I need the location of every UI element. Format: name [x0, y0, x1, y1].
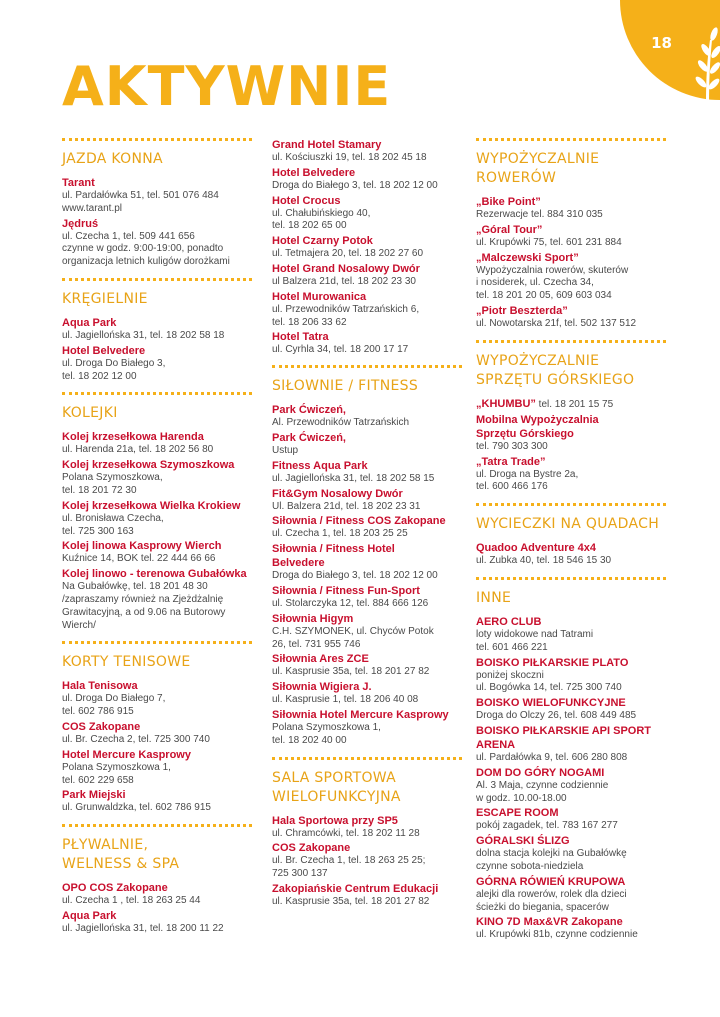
listing-name-text: Hotel Crocus	[272, 194, 341, 207]
listing-entry	[272, 542, 462, 583]
listing-entry	[272, 234, 462, 261]
listing-name-text: KINO 7D Max&VR Zakopane	[476, 916, 623, 929]
listing-details: ul. Grunwaldzka, tel. 602 786 915	[62, 802, 211, 814]
section-inne	[476, 577, 666, 942]
section-title: JAZDA KONNA	[62, 151, 163, 167]
listing-details: ul. Droga Do Białego 7, tel. 602 786 915	[62, 693, 166, 718]
listing-name-text: Jędruś	[62, 217, 99, 230]
listing-details: ul. Czecha 1 , tel. 18 263 25 44	[62, 895, 201, 907]
listing-details: Rezerwacje tel. 884 310 035	[476, 209, 603, 220]
listing-details: dolna stacja kolejki na Gubałówkę czynne sobota-niedziela	[476, 848, 627, 872]
listing-name	[476, 223, 666, 237]
listing-entry	[62, 909, 252, 936]
listing-name-text: ESCAPE ROOM	[476, 807, 559, 820]
listing-entry	[272, 882, 462, 909]
listing-details: Kuźnice 14, BOK tel. 22 444 66 66	[62, 553, 216, 565]
section-silownie-fitness	[272, 365, 462, 747]
listing-name-text: Hotel Grand Nosalowy Dwór	[272, 262, 420, 275]
listing-name	[272, 612, 462, 626]
listing-details: Polana Szymoszkowa, tel. 18 201 72 30	[62, 472, 163, 496]
listing-name-text: „Bike Point”	[476, 196, 541, 208]
page-title: AKTYWNIE	[62, 55, 392, 118]
listing-name-text: Park Ćwiczeń,	[272, 431, 346, 444]
column-2	[272, 138, 462, 918]
listing-name-text: Mobilna Wypożyczalnia Sprzętu Górskiego	[476, 413, 599, 440]
listing-name-text: Siłownia Higym	[272, 612, 354, 625]
listing-entry	[476, 304, 666, 331]
listing-name-text: Siłownia / Fitness Hotel Belvedere	[272, 543, 395, 570]
listing-entry	[62, 458, 252, 498]
listing-details: Al. Przewodników Tatrzańskich	[272, 417, 410, 429]
listing-entry	[476, 834, 666, 874]
listing-name	[476, 806, 666, 820]
listing-entry	[272, 138, 462, 165]
listing-name	[272, 841, 462, 855]
listing-entry	[272, 459, 462, 486]
listing-name	[62, 539, 252, 553]
listing-entry	[272, 814, 462, 841]
listing-name-text: Kolej krzesełkowa Harenda	[62, 431, 204, 444]
listing-entry	[272, 652, 462, 679]
listing-name-text: Hala Tenisowa	[62, 680, 138, 693]
listing-entry	[62, 881, 252, 908]
listing-name-text: Kolej linowo - terenowa Gubałówka	[62, 568, 247, 581]
section-title: INNE	[476, 589, 512, 606]
page-number: 18	[651, 34, 672, 52]
listing-name	[272, 708, 462, 722]
listing-name	[62, 176, 252, 190]
listing-name	[272, 459, 462, 473]
listing-entry	[476, 195, 666, 222]
listing-name-text: Aqua Park	[62, 909, 117, 922]
listing-name	[476, 656, 666, 670]
listing-name	[272, 487, 462, 501]
listing-details: ul. Zubka 40, tel. 18 546 15 30	[476, 555, 612, 567]
listing-entry	[272, 487, 462, 514]
section-title: SIŁOWNIE / FITNESS	[272, 378, 419, 395]
listing-entry	[272, 584, 462, 611]
listing-name	[62, 458, 252, 472]
listing-name-text: OPO COS Zakopane	[62, 882, 168, 895]
section-wypozyczalnie	[476, 138, 666, 331]
listing-entry	[476, 696, 666, 723]
listing-details: pokój zagadek, tel. 783 167 277	[476, 820, 618, 832]
listing-details: ul. Czecha 1, tel. 18 203 25 25	[272, 528, 408, 540]
section-wycieczki-na-quadach	[476, 503, 666, 568]
listing-name-text: GÓRNA RÓWIEŃ KRUPOWA	[476, 875, 626, 888]
listing-name	[272, 652, 462, 666]
listing-name	[272, 882, 462, 896]
listing-name-text: Fitness Aqua Park	[272, 459, 368, 472]
listing-name-text: GÓRALSKI ŚLIZG	[476, 835, 570, 848]
listing-name-text: Kolej krzesełkowa Szymoszkowa	[62, 459, 235, 472]
listing-details: Droga do Białego 3, tel. 18 202 12 00	[272, 570, 438, 582]
listing-details: ul. Droga Do Białego 3, tel. 18 202 12 00	[62, 357, 166, 382]
listing-name-text: Aqua Park	[62, 316, 117, 329]
listing-name-text: „Tatra Trade”	[476, 455, 546, 468]
listing-name	[476, 615, 666, 629]
listing-details: ul. Krupówki 81b, czynne codziennie	[476, 929, 638, 941]
section-title: SALA SPORTOWA WIELOFUNKCYJNA	[272, 769, 401, 805]
listing-details: loty widokowe nad Tatrami tel. 601 466 221	[476, 628, 594, 653]
listing-entry	[62, 344, 252, 384]
listing-name-text: Hotel Mercure Kasprowy	[62, 748, 191, 761]
listing-details: Polana Szymoszkowa 1, tel. 602 229 658	[62, 761, 171, 786]
listing-name	[62, 881, 252, 895]
listing-name	[62, 217, 252, 231]
listing-details: ul. Pardałówka 51, tel. 501 076 484 www.tarant.pl	[62, 190, 219, 214]
listing-name-text: COS Zakopane	[272, 842, 351, 855]
listing-entry	[476, 251, 666, 303]
listing-name-text: Park Ćwiczeń,	[272, 404, 346, 417]
listing-entry	[476, 656, 666, 696]
listing-entry	[272, 431, 462, 458]
listing-name	[272, 194, 462, 208]
section-plywalnie	[62, 824, 252, 936]
listing-name-text: Siłownia Hotel Mercure Kasprowy	[272, 708, 449, 721]
listing-name-text: Hala Sportowa przy SP5	[272, 814, 398, 827]
listing-entry	[476, 724, 666, 765]
section-jazda-konna	[62, 138, 252, 269]
listing-name-text: „Malczewski Sport”	[476, 251, 579, 264]
listing-details: ul. Tetmajera 20, tel. 18 202 27 60	[272, 248, 424, 260]
section-kolejki	[62, 392, 252, 632]
listing-entry	[476, 541, 666, 568]
listing-details: ul. Jagiellońska 31, tel. 18 200 11 22	[62, 922, 224, 934]
listing-name-text: COS Zakopane	[62, 720, 141, 733]
listing-entry	[272, 612, 462, 652]
listing-name-text: Park Miejski	[62, 789, 126, 802]
listing-name	[476, 304, 666, 318]
listing-entry	[272, 262, 462, 289]
listing-details: poniżej skoczni ul. Bogówka 14, tel. 725 300 740	[476, 669, 622, 694]
listing-entry	[62, 567, 252, 632]
listing-entry	[62, 316, 252, 343]
listing-name	[272, 814, 462, 828]
listing-details: ul. Nowotarska 21f, tel. 502 137 512	[476, 317, 637, 329]
listing-name-text: BOISKO PIŁKARSKIE API SPORT ARENA	[476, 724, 652, 751]
listing-entry	[62, 176, 252, 216]
listing-name	[476, 724, 666, 752]
listing-name	[62, 788, 252, 802]
listing-name	[476, 915, 666, 929]
corner-decoration	[610, 0, 720, 110]
listing-details: ul Balzera 21d, tel. 18 202 23 30	[272, 275, 416, 287]
listing-entry	[62, 720, 252, 747]
listing-entry	[476, 766, 666, 806]
listing-name-text: Siłownia Wigiera J.	[272, 681, 372, 694]
listing-name-text: Fit&Gym Nosalowy Dwór	[272, 487, 403, 500]
listing-name-text: Hotel Belvedere	[272, 166, 356, 179]
listing-name	[272, 403, 462, 417]
listing-name	[476, 455, 666, 469]
listing-details: ul. Br. Czecha 1, tel. 18 263 25 25; 725 300 137	[272, 855, 426, 880]
listing-name-text: Hotel Murowanica	[272, 290, 367, 303]
listing-name-text: Hotel Tatra	[272, 331, 329, 344]
listing-name	[272, 431, 462, 445]
section-title: WYCIECZKI NA QUADACH	[476, 516, 660, 533]
section-sala-sportowa	[272, 757, 462, 909]
listing-name	[272, 166, 462, 180]
listing-name	[476, 413, 666, 441]
listing-details: Polana Szymoszkowa 1, tel. 18 202 40 00	[272, 721, 381, 746]
listing-name-text: „Góral Tour”	[476, 223, 543, 236]
listing-entry	[62, 217, 252, 269]
listing-entry	[62, 499, 252, 539]
listing-name-text: „KHUMBU”	[476, 397, 536, 410]
listing-name-text: BOISKO WIELOFUNKCYJNE	[476, 697, 626, 710]
listing-details: Wypożyczalnia rowerów, skuterów i nosiderek, ul. Czecha 34, tel. 18 201 20 05, 609 603 034	[476, 264, 629, 302]
listing-name-text: Siłownia / Fitness Fun-Sport	[272, 584, 420, 597]
listing-details: ul. Kasprusie 35a, tel. 18 201 27 82	[272, 666, 430, 678]
section-title: KOLEJKI	[62, 405, 118, 422]
listing-details: Al. 3 Maja, czynne codziennie w godz. 10.00-18.00	[476, 779, 609, 804]
listing-name	[476, 195, 666, 209]
listing-details: ul. Kościuszki 19, tel. 18 202 45 18	[272, 152, 427, 163]
section-title: KORTY TENISOWE	[62, 654, 191, 671]
listing-name	[272, 584, 462, 598]
listing-details: ul. Pardałówka 9, tel. 606 280 808	[476, 751, 628, 763]
listing-details: ul. Stolarczyka 12, tel. 884 666 126	[272, 597, 429, 609]
listing-name	[62, 909, 252, 923]
listing-entry	[62, 788, 252, 815]
hotel-list	[272, 138, 462, 357]
listing-details: Ul. Balzera 21d, tel. 18 202 23 31	[272, 500, 421, 512]
listing-details: Droga do Białego 3, tel. 18 202 12 00	[272, 179, 438, 191]
listing-details: ul. Jagiellońska 31, tel. 18 202 58 15	[272, 472, 435, 484]
listing-details: ul. Br. Czecha 2, tel. 725 300 740	[62, 733, 210, 745]
listing-name	[272, 290, 462, 304]
listing-details: C.H. SZYMONEK, ul. Chyców Potok 26, tel. 731 955 746	[272, 625, 434, 650]
listing-entry	[272, 194, 462, 234]
listing-entry	[62, 539, 252, 566]
listing-name	[476, 696, 666, 710]
section-korty-tenisowe	[62, 641, 252, 815]
listing-entry	[272, 680, 462, 707]
listing-details: Ustup	[272, 444, 299, 456]
listing-name	[272, 680, 462, 694]
listing-name-text: Tarant	[62, 177, 95, 189]
listing-name	[272, 262, 462, 276]
listing-details: ul. Chałubińskiego 40, tel. 18 202 65 00	[272, 207, 371, 232]
listing-name-text: Grand Hotel Stamary	[272, 139, 382, 151]
listing-name	[476, 251, 666, 265]
section-kregielnie	[62, 278, 252, 383]
listing-details: ul. Jagiellońska 31, tel. 18 202 58 18	[62, 329, 225, 341]
listing-entry	[272, 708, 462, 748]
listing-name	[272, 138, 462, 152]
section-wypozyczalnie	[476, 340, 666, 494]
listing-name	[272, 514, 462, 528]
listing-details: tel. 790 303 300	[476, 440, 548, 452]
listing-entry	[272, 290, 462, 330]
listing-name	[476, 766, 666, 780]
listing-name	[62, 720, 252, 734]
listing-name	[272, 234, 462, 248]
listing-name-text: Hotel Belvedere	[62, 344, 146, 357]
listing-details: ul. Kasprusie 1, tel. 18 206 40 08	[272, 694, 419, 706]
listing-name-text: DOM DO GÓRY NOGAMI	[476, 766, 605, 779]
listing-name-text: Siłownia Ares ZCE	[272, 653, 369, 666]
listing-name	[476, 834, 666, 848]
listing-entry	[476, 915, 666, 942]
listing-name	[62, 499, 252, 513]
column-3	[476, 138, 666, 951]
listing-entry	[476, 875, 666, 915]
listing-name	[476, 397, 666, 412]
listing-name	[62, 344, 252, 358]
listing-name	[62, 679, 252, 693]
listing-entry	[272, 514, 462, 541]
listing-entry	[62, 748, 252, 788]
listing-details: ul. Chramcówki, tel. 18 202 11 28	[272, 827, 420, 839]
section-title: KRĘGIELNIE	[62, 290, 148, 307]
listing-details: ul. Kasprusie 35a, tel. 18 201 27 82	[272, 895, 430, 907]
listing-details: ul. Bronisława Czecha, tel. 725 300 163	[62, 512, 164, 537]
listing-name-text: „Piotr Beszterda”	[476, 304, 568, 317]
listing-details: ul. Harenda 21a, tel. 18 202 56 80	[62, 444, 214, 456]
listing-name-text: Siłownia / Fitness COS Zakopane	[272, 515, 446, 528]
listing-entry	[62, 430, 252, 457]
listing-name	[272, 542, 462, 570]
listing-details: ul. Cyrhla 34, tel. 18 200 17 17	[272, 344, 409, 356]
listing-details: ul. Droga na Bystre 2a, tel. 600 466 176	[476, 468, 579, 493]
listing-entry	[272, 403, 462, 430]
listing-entry	[476, 223, 666, 250]
listing-entry	[272, 330, 462, 357]
listing-entry	[476, 455, 666, 495]
listing-name-text: Kolej linowa Kasprowy Wierch	[62, 540, 222, 553]
section-title: WYPOŻYCZALNIE ROWERÓW	[476, 151, 600, 186]
listing-details: Droga do Olczy 26, tel. 608 449 485	[476, 710, 637, 722]
listing-name	[62, 748, 252, 762]
listing-name-text: Kolej krzesełkowa Wielka Krokiew	[62, 499, 241, 512]
listing-entry	[476, 397, 666, 412]
listing-entry	[476, 615, 666, 655]
listing-details: ul. Krupówki 75, tel. 601 231 884	[476, 236, 622, 248]
listing-name-text: Hotel Czarny Potok	[272, 235, 373, 248]
listing-entry	[62, 679, 252, 719]
column-1	[62, 138, 252, 945]
listing-name-text: Quadoo Adventure 4x4	[476, 542, 597, 555]
listing-name	[62, 316, 252, 330]
section-title: WYPOŻYCZALNIE SPRZĘTU GÓRSKIEGO	[476, 352, 635, 388]
listing-name-text: BOISKO PIŁKARSKIE PLATO	[476, 656, 629, 669]
listing-name-text: Zakopiańskie Centrum Edukacji	[272, 882, 439, 895]
listing-name	[476, 541, 666, 555]
listing-entry	[476, 413, 666, 454]
listing-entry	[272, 166, 462, 193]
listing-details: Na Gubałówkę, tel. 18 201 48 30 /zapraszamy również na Zjeżdżalnię Grawitacyjną, a od 9.06 na Butorowy Wierch/	[62, 581, 226, 631]
listing-phone: tel. 18 201 15 75	[535, 398, 614, 410]
listing-entry	[476, 806, 666, 833]
listing-details: alejki dla rowerów, rolek dla dzieci ścieżki do biegania, spacerów	[476, 888, 627, 913]
listing-details: ul. Przewodników Tatrzańskich 6, tel. 18 206 33 62	[272, 303, 420, 328]
listing-name	[476, 875, 666, 889]
listing-details: ul. Czecha 1, tel. 509 441 656 czynne w godz. 9:00-19:00, ponadto organizacja letnich kuligów dorożkami	[62, 230, 230, 268]
section-title: PŁYWALNIE, WELNESS & SPA	[62, 837, 180, 873]
listing-entry	[272, 841, 462, 881]
listing-name-text: AERO CLUB	[476, 615, 542, 628]
listing-name	[62, 430, 252, 444]
listing-name	[272, 330, 462, 344]
listing-name	[62, 567, 252, 581]
